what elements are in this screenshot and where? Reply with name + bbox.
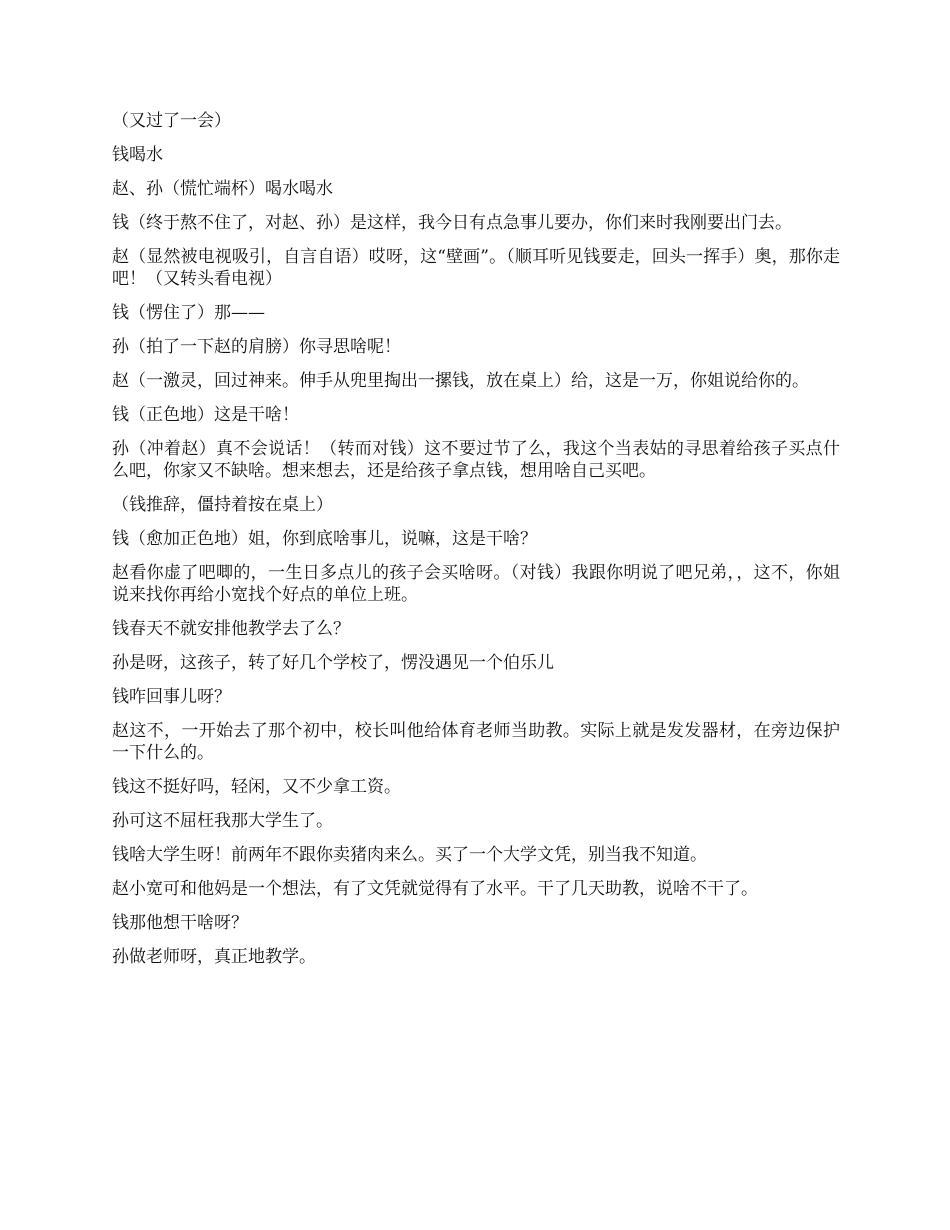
- paragraph-10: 孙（冲着赵）真不会说话！（转而对钱）这不要过节了么，我这个当表姑的寻思着给孩子买点什么吧，你家又不缺啥。想来想去，还是给孩子拿点钱，想用啥自己买吧。: [112, 439, 840, 481]
- paragraph-3: 赵、孙（慌忙端杯）喝水喝水: [112, 179, 333, 199]
- paragraph-16: 钱咋回事儿呀？: [112, 687, 231, 707]
- paragraph-5: 赵（显然被电视吸引，自言自语）哎呀，这“壁画”。（顺耳听见钱要走，回头一挥手）奥，那你走吧！（又转头看电视）: [112, 247, 840, 289]
- paragraph-6: 钱（愣住了）那——: [112, 303, 265, 323]
- document-page: [112, 110, 840, 980]
- paragraph-22: 钱那他想干啥呀？: [112, 913, 248, 933]
- paragraph-23: 孙做老师呀，真正地教学。: [112, 947, 316, 967]
- paragraph-11: （钱推辞，僵持着按在桌上）: [112, 495, 333, 515]
- paragraph-7: 孙（拍了一下赵的肩膀）你寻思啥呢！: [112, 337, 401, 357]
- paragraph-15: 孙是呀，这孩子，转了好几个学校了，愣没遇见一个伯乐儿: [112, 653, 554, 673]
- paragraph-1: （又过了一会）: [112, 111, 231, 131]
- paragraph-4: 钱（终于熬不住了，对赵、孙）是这样，我今日有点急事儿要办，你们来时我刚要出门去。: [112, 213, 792, 233]
- paragraph-13: 赵看你虚了吧唧的，一生日多点儿的孩子会买啥呀。（对钱）我跟你明说了吧兄弟，，这不，你姐说来找你再给小宽找个好点的单位上班。: [112, 563, 840, 605]
- paragraph-19: 孙可这不屈枉我那大学生了。: [112, 811, 333, 831]
- paragraph-9: 钱（正色地）这是干啥！: [112, 405, 299, 425]
- paragraph-21: 赵小宽可和他妈是一个想法，有了文凭就觉得有了水平。干了几天助教，说啥不干了。: [112, 879, 758, 899]
- paragraph-12: 钱（愈加正色地）姐，你到底啥事儿，说嘛，这是干啥？: [112, 529, 537, 549]
- paragraph-8: 赵（一激灵，回过神来。伸手从兜里掏出一摞钱，放在桌上）给，这是一万，你姐说给你的。: [112, 371, 809, 391]
- paragraph-18: 钱这不挺好吗，轻闲，又不少拿工资。: [112, 777, 401, 797]
- paragraph-14: 钱春天不就安排他教学去了么？: [112, 619, 350, 639]
- paragraph-2: 钱喝水: [112, 145, 163, 165]
- paragraph-20: 钱啥大学生呀！前两年不跟你卖猪肉来么。买了一个大学文凭，别当我不知道。: [112, 845, 707, 865]
- paragraph-17: 赵这不，一开始去了那个初中，校长叫他给体育老师当助教。实际上就是发发器材，在旁边保护一下什么的。: [112, 721, 840, 763]
